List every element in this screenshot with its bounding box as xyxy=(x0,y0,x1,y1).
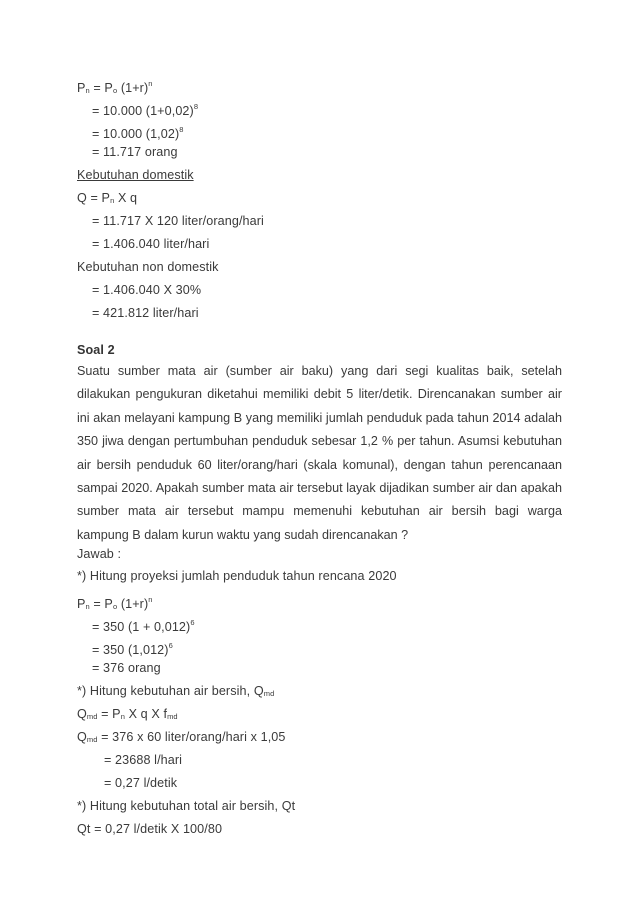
population-calc-2-2: = 350 $(1,012)^6$ xyxy=(92,641,173,657)
step-1: *) Hitung proyeksi jumlah penduduk tahun rencana 2020 xyxy=(77,569,397,583)
q-calc-1: = 11.717 X 120 liter/orang/hari xyxy=(92,214,264,228)
q-formula: $Q = P_n$ X q xyxy=(77,191,138,205)
qmd-formula: $Q_{md} = P_n$ X q X $f_{md}$ xyxy=(77,707,178,721)
qmd-calc-0: $Q_{md} = 376$ x 60 liter/orang/hari x 1,05 xyxy=(77,730,286,744)
population-formula-2: $P_n = P_o$ $(1+r)^n$ xyxy=(77,595,153,611)
population-calc-2-3: = 376 orang xyxy=(92,661,161,675)
soal-2-paragraph: Suatu sumber mata air (sumber air baku) yang dari segi kualitas baik, setelah dilakukan pengukuran diketahui memiliki debit 5 liter/detik. Direncanakan sumber air ini akan melayani kampung B yang memiliki jumlah penduduk pada tahun 2014 adalah 350 jiwa dengan pertumbuhan penduduk sebesar 1,2 % per tahun. Asumsi kebutuhan air bersih penduduk 60 liter/orang/hari (skala komunal), dengan tahun perencanaan sampai 2020. Apakah sumber mata air tersebut layak dijadikan sumber air dan apakah sumber mata air tersebut mampu memenuhi kebutuhan air bersih bagi warga kampung B dalam kurun waktu yang sudah direncanakan ? xyxy=(77,364,562,542)
population-calc-1: = 10.000 $(1+0,02)^8$ xyxy=(92,102,199,118)
nondomestic-calc-1: = 1.406.040 X 30% xyxy=(92,283,202,297)
population-formula: $P_n = P_o$ $(1+r)^n$ xyxy=(77,79,153,95)
jawab-label: Jawab : xyxy=(77,547,122,561)
q-calc-2: = 1.406.040 liter/hari xyxy=(92,237,210,251)
nondomestic-calc-2: = 421.812 liter/hari xyxy=(92,306,199,320)
domestic-heading: Kebutuhan domestik xyxy=(77,168,194,182)
population-calc-2-1: = 350 $(1 + 0,012)^6$ xyxy=(92,618,195,634)
population-calc-2: = 10.000 $(1,02)^8$ xyxy=(92,125,184,141)
population-calc-3: = 11.717 orang xyxy=(92,145,178,159)
step-2: *) Hitung kebutuhan air bersih, $Q_{md}$ xyxy=(77,684,275,698)
nondomestic-heading: Kebutuhan non domestik xyxy=(77,260,219,274)
step-3: *) Hitung kebutuhan total air bersih, Qt xyxy=(77,799,296,813)
qmd-calc-1: = 23688 l/hari xyxy=(104,753,183,767)
soal-2-title: Soal 2 xyxy=(77,343,115,357)
qt-formula: Qt = 0,27 l/detik X 100/80 xyxy=(77,822,223,836)
qmd-calc-2: = 0,27 l/detik xyxy=(104,776,178,790)
